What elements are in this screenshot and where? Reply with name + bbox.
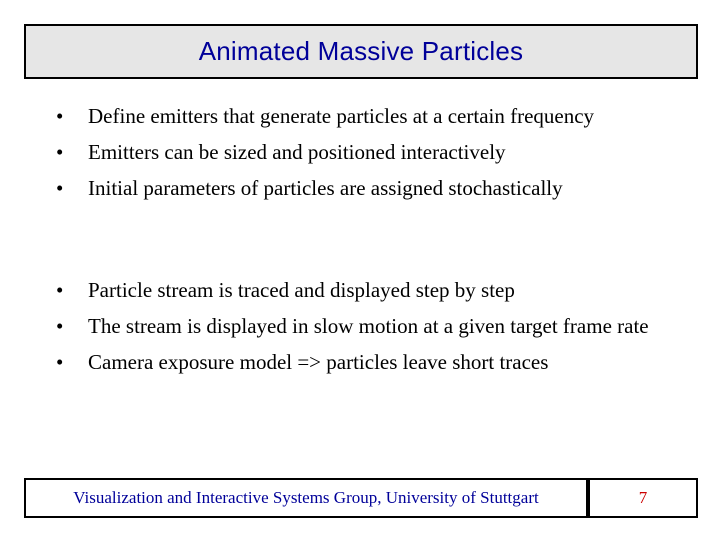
footer-box	[24, 478, 588, 518]
bullet-text: Particle stream is traced and displayed step by step	[88, 278, 515, 302]
bullet-item	[56, 176, 656, 200]
page-number-box	[588, 478, 698, 518]
bullet-item	[56, 140, 656, 164]
bullet-dot-icon: •	[56, 314, 64, 338]
bullet-text: Camera exposure model => particles leave short traces	[88, 350, 549, 374]
footer-text: Visualization and Interactive Systems Group, University of Stuttgart	[73, 488, 539, 507]
bullet-dot-icon: •	[56, 104, 64, 128]
bullet-list-1	[56, 104, 656, 212]
bullet-text: Initial parameters of particles are assigned stochastically	[88, 176, 563, 200]
bullet-text: Emitters can be sized and positioned interactively	[88, 140, 506, 164]
bullet-dot-icon: •	[56, 140, 64, 164]
bullet-dot-icon: •	[56, 350, 64, 374]
slide-title: Animated Massive Particles	[198, 36, 524, 66]
bullet-item	[56, 350, 676, 374]
bullet-item	[56, 314, 676, 338]
bullet-text: The stream is displayed in slow motion at a given target frame rate	[88, 314, 649, 338]
bullet-dot-icon: •	[56, 176, 64, 200]
bullet-text: Define emitters that generate particles at a certain frequency	[88, 104, 595, 128]
page-number: 7	[638, 488, 648, 507]
bullet-item	[56, 278, 676, 302]
bullet-dot-icon: •	[56, 278, 64, 302]
bullet-list-2	[56, 278, 676, 386]
title-box	[24, 24, 698, 79]
bullet-item	[56, 104, 656, 128]
